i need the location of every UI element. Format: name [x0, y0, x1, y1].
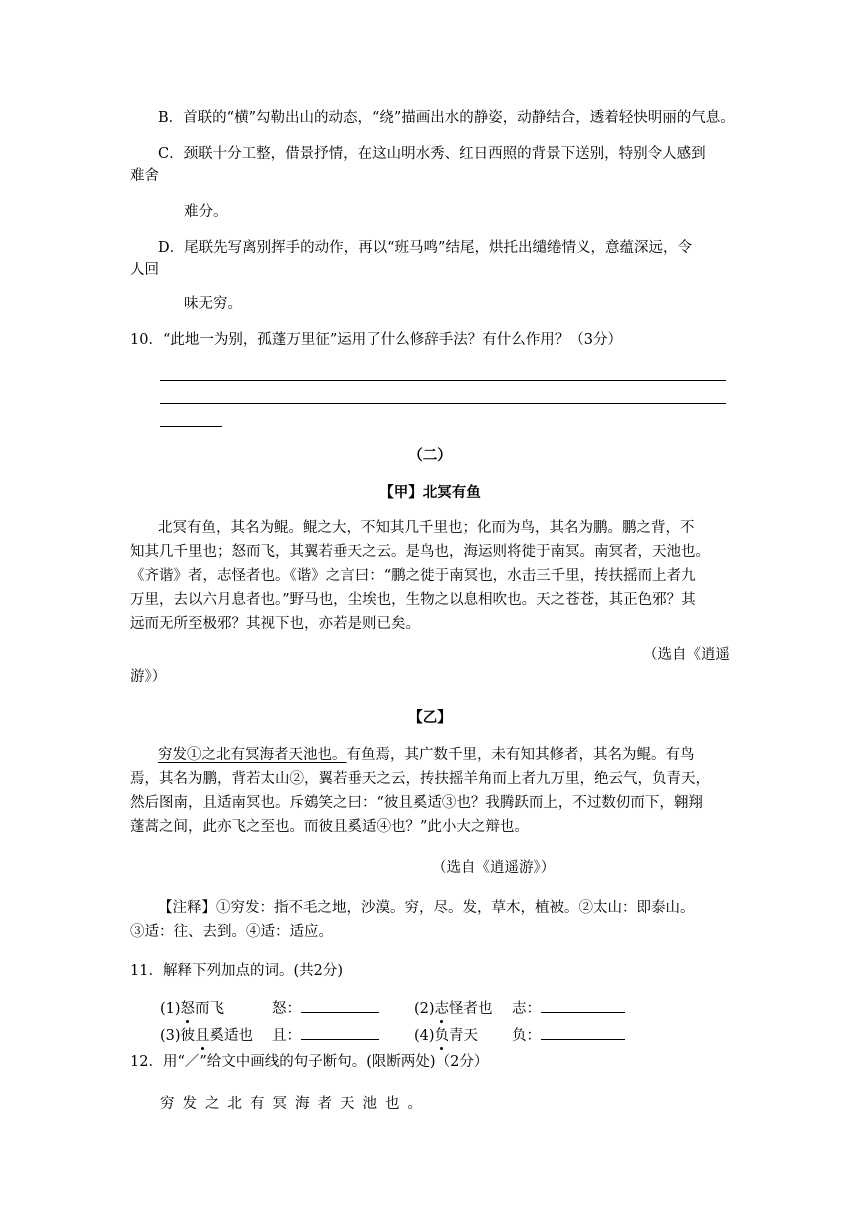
passage-jia-title: 【甲】北冥有鱼 — [379, 485, 481, 501]
answer-line-1[interactable] — [160, 380, 726, 381]
passage-jia-source-cont: 游》） — [130, 669, 167, 685]
passage-jia-line: 远而无所至极邪？其视下也，亦若是则已矣。 — [130, 616, 420, 632]
underlined-sentence: 穷发①之北有冥海者天池也。 — [158, 747, 347, 763]
q11-item-1 — [160, 999, 224, 1019]
dotted-word: 负 — [434, 1028, 450, 1044]
passage-jia-line: 《齐谐》者，志怪者也。《谐》之言曰：“鹏之徙于南冥也，水击三千里，抟扶摇而上者九 — [130, 568, 696, 584]
passage-yi-line: 然后图南，且适南冥也。斥鴳笑之曰：“彼且奚适③也？我腾跃而上，不过数仞而下，翱翔 — [130, 795, 703, 811]
answer-line-3[interactable] — [160, 426, 222, 427]
answer-label: 怒： — [272, 1001, 301, 1017]
passage-yi-line — [158, 745, 695, 765]
notes-line-1: 【注释】①穷发：指不毛之地，沙漠。穷，尽。发，草木，植被。②太山：即泰山。 — [158, 900, 695, 916]
item-number: (3) — [160, 1028, 181, 1044]
passage-yi-line1-rest: 有鱼焉，其广数千里，未有知其修者，其名为鲲。有鸟 — [346, 747, 695, 763]
question-11: 11．解释下列加点的词。(共2分) — [130, 963, 343, 979]
dotted-word: 怒 — [180, 1001, 196, 1017]
notes-line-2: ③适：往、去到。④适：适应。 — [130, 924, 333, 940]
answer-blank[interactable] — [301, 1027, 379, 1040]
passage-jia-line: 知其几千里也；怒而飞，其翼若垂天之云。是鸟也，海运则将徙于南冥。南冥者，天池也。 — [130, 544, 710, 560]
q11-answer-3 — [272, 1026, 379, 1046]
item-number: (1) — [160, 1001, 181, 1017]
option-c-line1: C．颈联十分工整，借景抒情，在这山明水秀、红日西照的背景下送别，特别令人感到 — [158, 146, 706, 162]
item-number: (4) — [414, 1028, 435, 1044]
dotted-word: 且 — [195, 1028, 210, 1044]
question-12: 12．用“／”给文中画线的句子断句。(限断两处)（2分） — [130, 1054, 489, 1070]
q11-item-2 — [414, 999, 493, 1019]
passage-yi-source: （选自《逍遥游》） — [432, 860, 556, 876]
answer-label: 负： — [512, 1028, 541, 1044]
passage-jia-line: 万里，去以六月息者也。”野马也，尘埃也，生物之以息相吹也。天之苍苍，其正色邪？其 — [130, 592, 696, 608]
item-post: 而飞 — [195, 1001, 225, 1017]
option-d-line1: D．尾联先写离别挥手的动作，再以“班马鸣”结尾，烘托出缱绻情义，意蕴深远，令 — [158, 240, 692, 256]
q11-answer-4 — [512, 1026, 625, 1046]
item-post: 怪者也 — [449, 1001, 493, 1017]
passage-jia-line: 北冥有鱼，其名为鲲。鲲之大，不知其几千里也；化而为鸟，其名为鹏。鹏之背，不 — [158, 520, 695, 536]
answer-blank[interactable] — [541, 1000, 625, 1013]
answer-label: 志： — [512, 1001, 541, 1017]
passage-yi-title: 【乙】 — [408, 710, 452, 726]
q11-item-3 — [160, 1026, 253, 1046]
item-post: 青天 — [449, 1028, 479, 1044]
q11-answer-2 — [512, 999, 625, 1019]
answer-blank[interactable] — [541, 1027, 625, 1040]
answer-blank[interactable] — [301, 1000, 379, 1013]
item-pre: 彼 — [180, 1028, 196, 1044]
option-b: B．首联的“横”勾勒出山的动态，“绕”描画出水的静姿，动静结合，透着轻快明丽的气息。 — [158, 110, 735, 126]
passage-yi-line: 蓬蒿之间，此亦飞之至也。而彼且奚适④也？”此小大之辩也。 — [130, 819, 529, 835]
item-number: (2) — [414, 1001, 435, 1017]
answer-label: 且： — [272, 1028, 301, 1044]
passage-yi-line: 焉，其名为鹏，背若太山②，翼若垂天之云，抟扶摇羊角而上者九万里，绝云气，负青天， — [130, 771, 710, 787]
passage-jia-source: （选自《逍遥 — [643, 647, 730, 663]
dotted-word: 志 — [434, 1001, 450, 1017]
section-heading: （二） — [408, 448, 452, 464]
option-c-line3: 难分。 — [184, 204, 228, 220]
option-d-line3: 味无穷。 — [184, 296, 242, 312]
question-10: 10．“此地一为别，孤蓬万里征”运用了什么修辞手法？有什么作用？（3分） — [130, 332, 622, 348]
sentence-to-punctuate[interactable]: 穷发之北有冥海者天池也。 — [160, 1096, 430, 1112]
q11-item-4 — [414, 1026, 478, 1046]
item-post: 奚适也 — [209, 1028, 254, 1044]
answer-line-2[interactable] — [160, 403, 726, 404]
q11-answer-1 — [272, 999, 379, 1019]
option-d-line2: 人回 — [130, 262, 159, 278]
option-c-line2: 难舍 — [130, 168, 159, 184]
